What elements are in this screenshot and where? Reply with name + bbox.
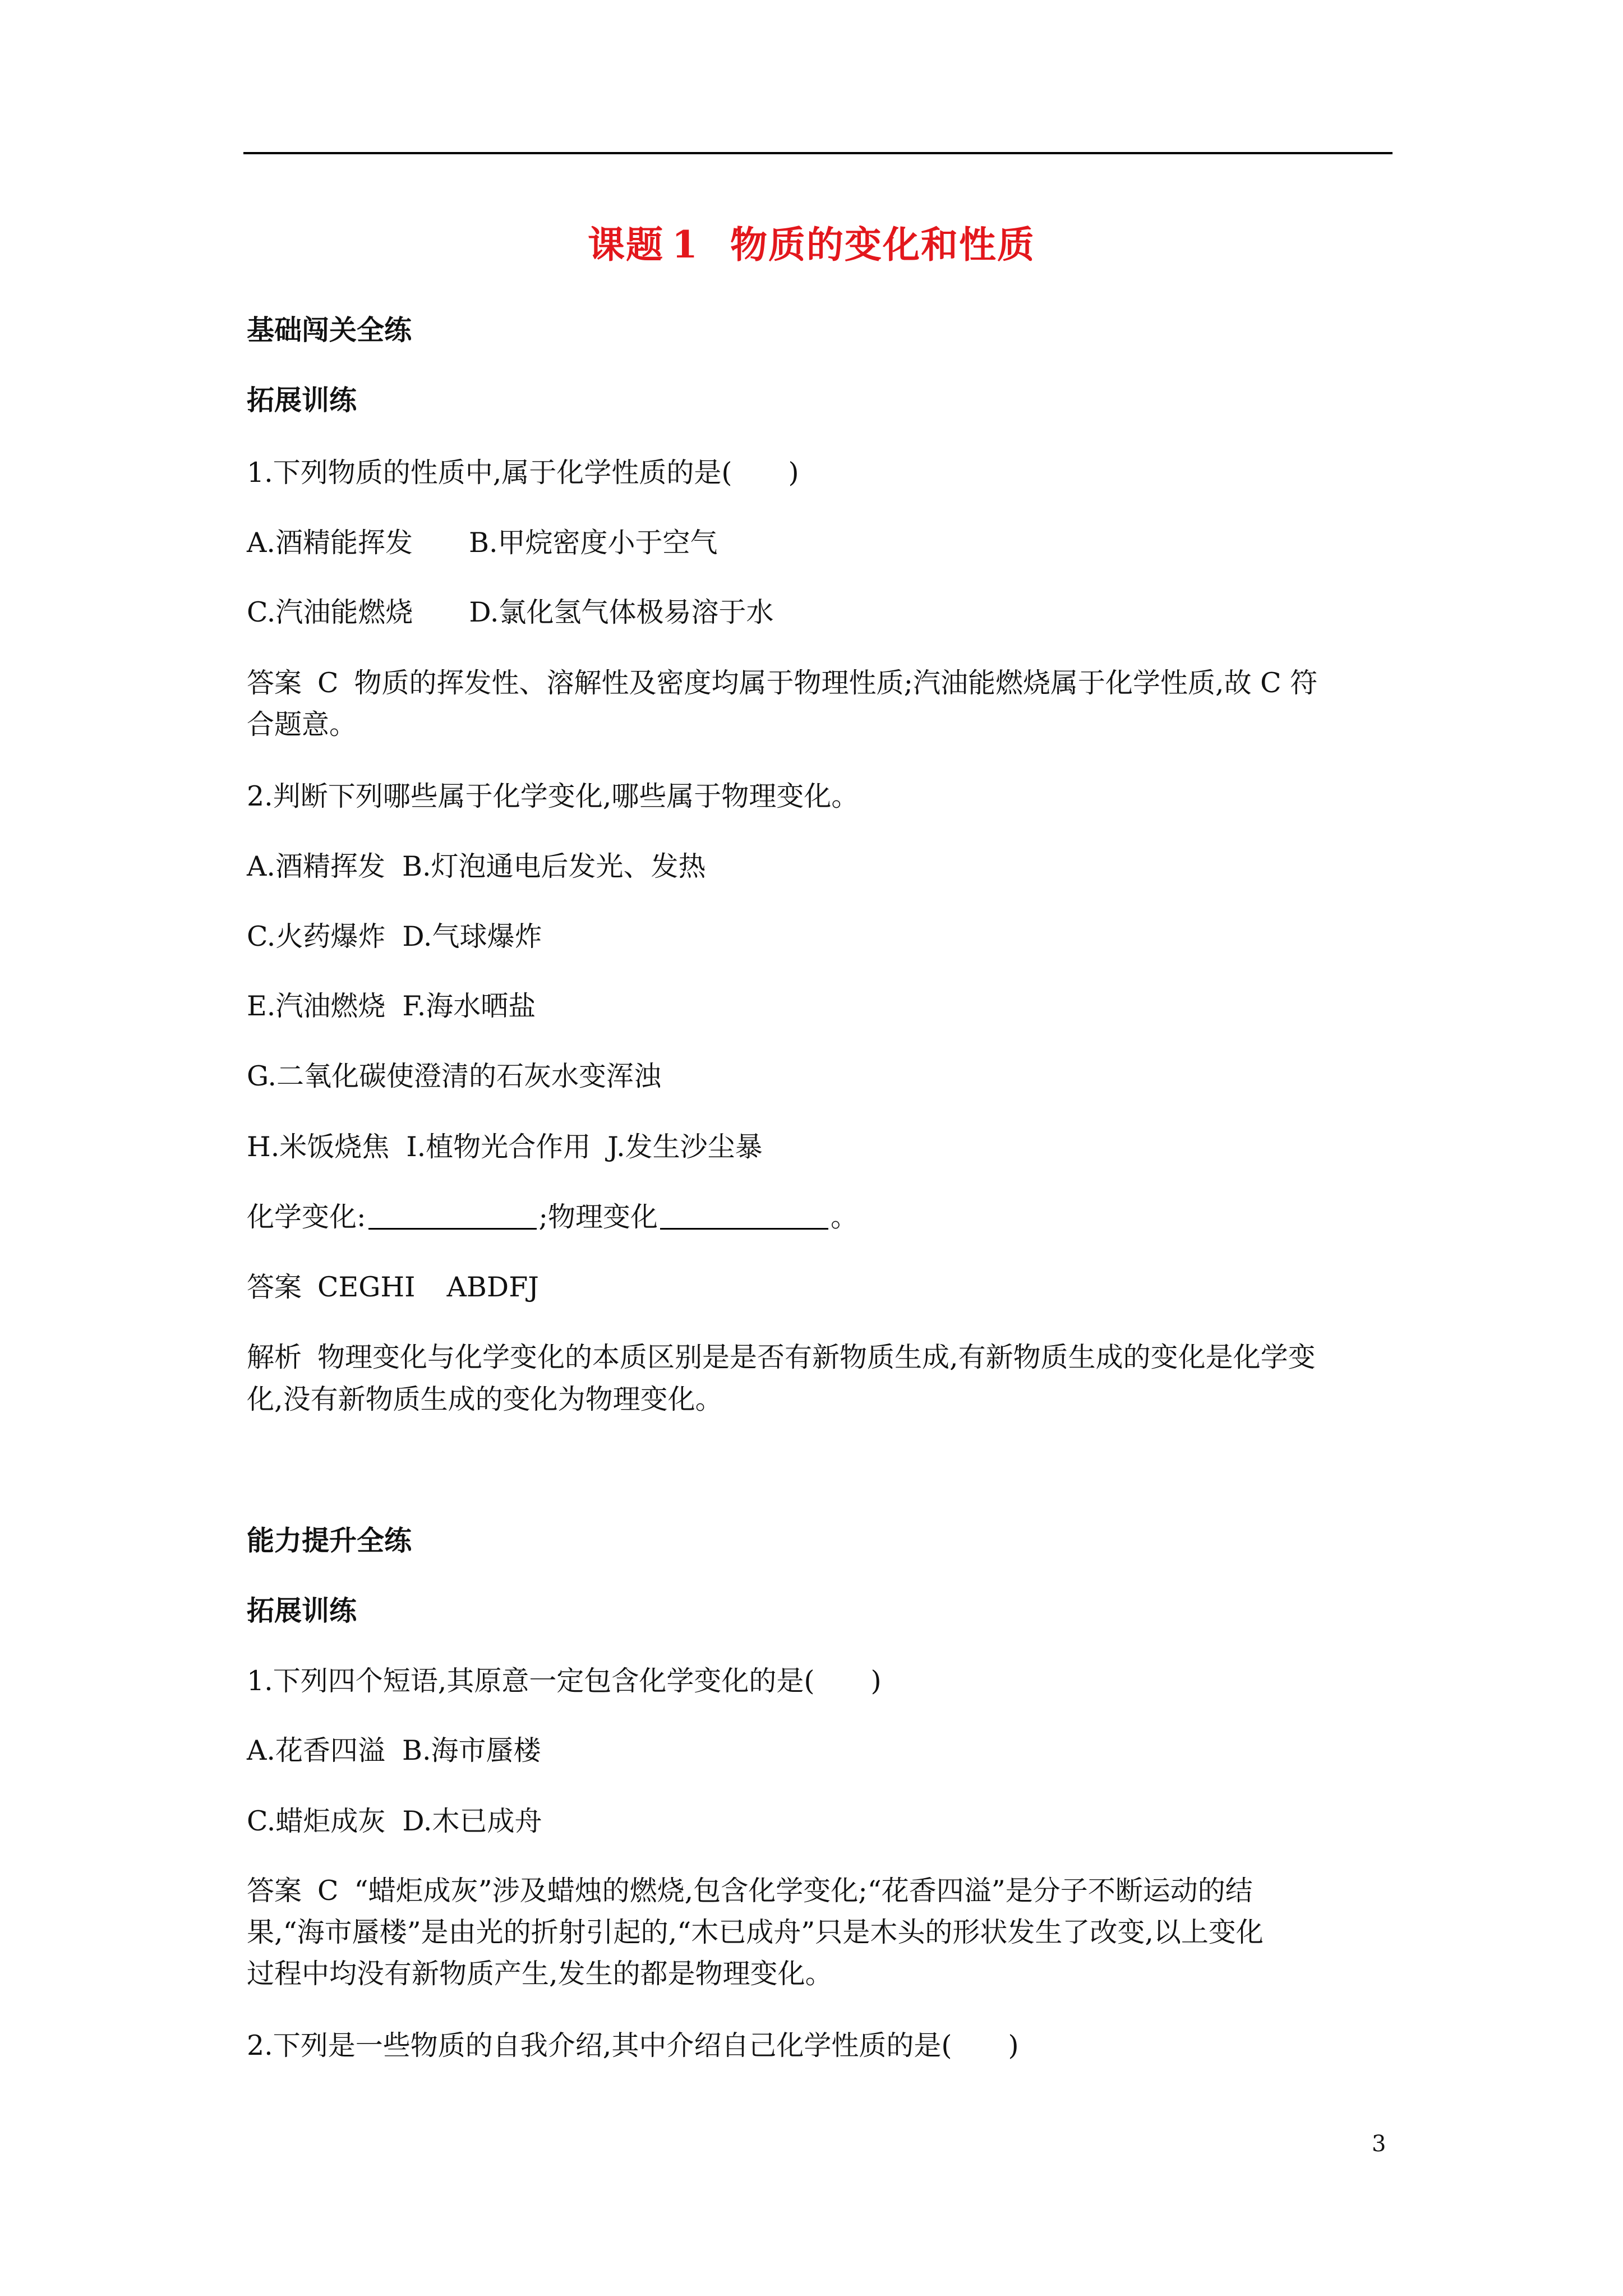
answer-phys: ABDFJ [446,1271,539,1303]
page-number: 3 [1372,2131,1386,2157]
answer-key: C [317,667,339,699]
title-sub: 物质的变化和性质 [730,223,1035,266]
ability-q2-stem-text: 2.下列是一些物质的自我介绍,其中介绍自己化学性质的是( [247,2030,952,2062]
basic-q2-stem: 2.判断下列哪些属于化学变化,哪些属于物理变化。 [247,780,859,812]
basic-q1-stem-text: 1.下列物质的性质中,属于化学性质的是( [247,457,732,489]
analysis-label: 解析 [247,1341,302,1373]
basic-q2-analysis [247,1343,1316,1371]
basic-q2-option-f: F.海水晒盐 [402,990,536,1022]
basic-q2-option-h: H.米饭烧焦 [247,1131,390,1163]
ability-q2-close-paren: ) [1008,2030,1019,2062]
basic-q2-option-a: A.酒精挥发 [247,850,385,882]
basic-q2-row-ab [247,850,706,882]
basic-q1-option-d: D.氯化氢气体极易溶于水 [469,596,774,628]
basic-q2-row-hij [247,1133,763,1161]
basic-q2-option-g: G.二氧化碳使澄清的石灰水变浑浊 [247,1060,661,1092]
basic-q1-answer [247,669,1317,697]
blank-chem[interactable] [368,1227,537,1230]
basic-q1-close-paren: ) [788,457,799,489]
analysis-text: 物理变化与化学变化的本质区别是是否有新物质生成,有新物质生成的变化是化学变 [317,1341,1316,1373]
answer-explanation: 物质的挥发性、溶解性及密度均属于物理性质;汽油能燃烧属于化学性质,故 C 符 [354,667,1318,699]
fill-end: 。 [831,1201,859,1233]
ability-q1-option-c: C.蜡炬成灰 [247,1805,386,1837]
basic-q2-option-b: B.灯泡通电后发光、发热 [402,850,706,882]
ability-q1-option-b: B.海市蜃楼 [402,1734,541,1766]
answer-label: 答案 [247,1875,302,1907]
header-rule [243,152,1393,154]
ability-q1-stem-text: 1.下列四个短语,其原意一定包含化学变化的是( [247,1665,815,1697]
ability-q1-answer-cont1: 果,“海市蜃楼”是由光的折射引起的,“木已成舟”只是木头的形状发生了改变,以上变化 [247,1916,1264,1948]
blank-phys[interactable] [660,1227,828,1230]
basic-q2-analysis-cont: 化,没有新物质生成的变化为物理变化。 [247,1383,723,1415]
ability-q1-options-ab [247,1734,541,1766]
basic-q2-fill-line [247,1203,858,1231]
page-title [0,215,1623,268]
answer-label: 答案 [247,667,302,699]
section-basic-heading: 基础闯关全练 [247,314,412,346]
basic-q2-option-d: D.气球爆炸 [402,921,542,953]
title-main: 课题 [588,223,665,266]
section-ability-heading: 能力提升全练 [247,1524,412,1557]
ability-q1-options-cd [247,1807,542,1835]
basic-q1-option-c: C.汽油能燃烧 [247,596,413,628]
basic-q2-row-ef [247,992,536,1020]
ability-q1-answer-cont2: 过程中均没有新物质产生,发生的都是物理变化。 [247,1958,833,1990]
ability-q2-stem [247,2030,1019,2062]
subsection-ability-heading: 拓展训练 [247,1594,357,1627]
ability-q1-answer [247,1875,1253,1907]
answer-key: C [317,1875,339,1907]
fill-label-chem: 化学变化: [247,1201,366,1233]
basic-q1-options-cd [247,596,774,628]
basic-q2-row-cd [247,921,542,953]
answer-chem: CEGHI [317,1271,416,1303]
ability-q1-close-paren: ) [870,1665,882,1697]
basic-q1-option-b: B.甲烷密度小于空气 [468,527,718,559]
ability-q1-stem [247,1667,882,1695]
fill-label-phys: ;物理变化 [538,1201,658,1233]
basic-q1-answer-cont: 合题意。 [247,708,357,740]
answer-explanation: “蜡炬成灰”涉及蜡烛的燃烧,包含化学变化;“花香四溢”是分子不断运动的结 [354,1875,1253,1907]
basic-q2-option-i: I.植物光合作用 [406,1131,591,1163]
ability-q1-option-a: A.花香四溢 [247,1734,385,1766]
basic-q2-option-e: E.汽油燃烧 [247,990,386,1022]
title-number: 1 [672,223,699,266]
answer-label: 答案 [247,1271,302,1303]
basic-q2-option-j: J.发生沙尘暴 [607,1131,763,1163]
basic-q2-answer [247,1273,539,1301]
basic-q2-option-c: C.火药爆炸 [247,921,386,953]
basic-q1-options-ab [247,527,718,559]
basic-q1-option-a: A.酒精能挥发 [247,527,413,559]
subsection-basic-heading: 拓展训练 [247,384,357,416]
ability-q1-option-d: D.木已成舟 [402,1805,542,1837]
basic-q1-stem [247,457,799,489]
